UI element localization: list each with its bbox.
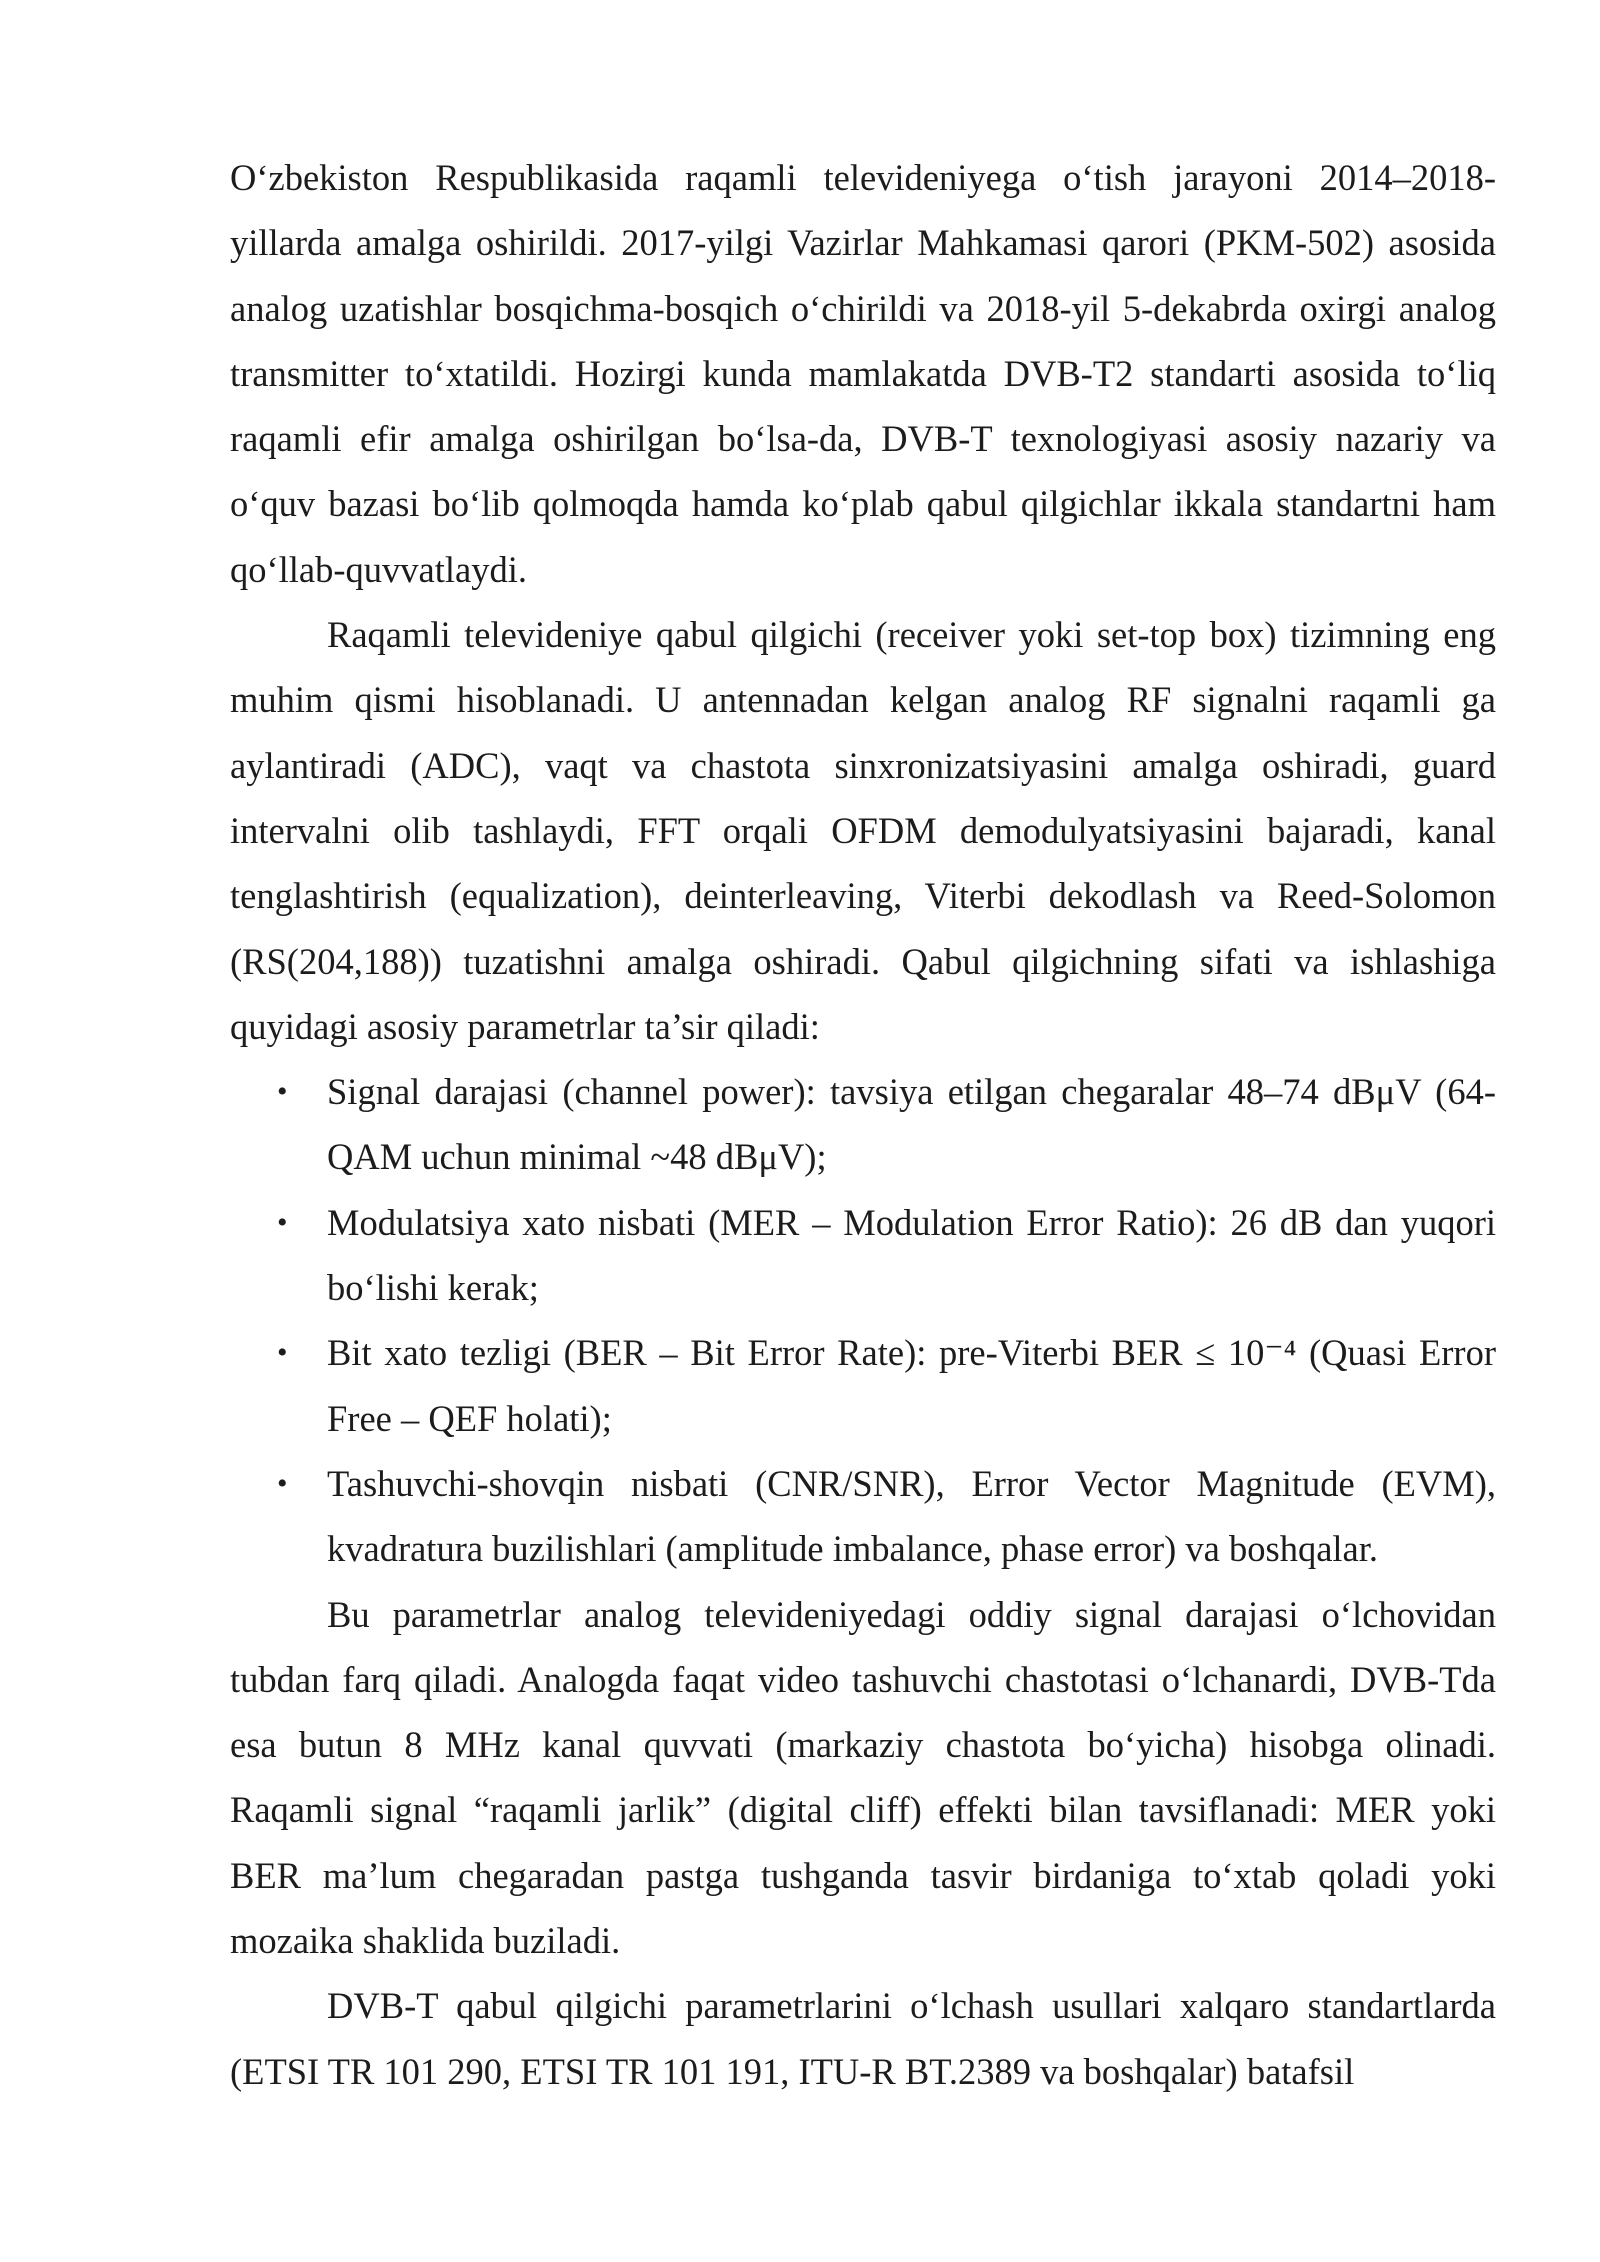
bullet-icon: • — [277, 1075, 288, 1109]
list-item-mer — [230, 1190, 1496, 1321]
bullet-icon: • — [277, 1466, 288, 1500]
list-item-ber — [230, 1320, 1496, 1451]
list-item-signal-level — [230, 1059, 1496, 1190]
paragraph-standards: DVB-T qabul qilgichi parametrlarini o‘lchash usullari xalqaro standartlarda (ETSI TR 101 290, ETSI TR 101 191, ITU-R BT.2389 va boshqalar) batafsil — [230, 1985, 1496, 2092]
list-item-cnr — [230, 1451, 1496, 1582]
paragraph-comparison: Bu parametrlar analog televideniyedagi oddiy signal darajasi o‘lchovidan tubdan farq qiladi. Analogda faqat video tashuvchi chastotasi o‘lchanardi, DVB-Tda esa butun 8 MHz kanal quvvati (markaziy chastota bo‘yicha) hisobga olinadi. Raqamli signal “raqamli jarlik” (digital cliff) effekti bilan tavsiflanadi: MER yoki BER ma’lum chegaradan pastga tushganda tasvir birdaniga to‘xtab qoladi yoki mozaika shaklida buziladi. — [230, 1593, 1496, 1962]
list-item-text: Bit xato tezligi (BER – Bit Error Rate): pre-Viterbi BER ≤ 10⁻⁴ (Quasi Error Free – QEF holati); — [327, 1332, 1496, 1439]
document-page — [230, 145, 1496, 2104]
paragraph-intro: O‘zbekiston Respublikasida raqamli televideniyega o‘tish jarayoni 2014–2018-yillarda amalga oshirildi. 2017-yilgi Vazirlar Mahkamasi qarori (PKM-502) asosida analog uzatishlar bosqichma-bosqich o‘chirildi va 2018-yil 5-dekabrda oxirgi analog transmitter to‘xtatildi. Hozirgi kunda mamlakatda DVB-T2 standarti asosida to‘liq raqamli efir amalga oshirilgan bo‘lsa-da, DVB-T texnologiyasi asosiy nazariy va o‘quv bazasi bo‘lib qolmoqda hamda ko‘plab qabul qilgichlar ikkala standartni ham qo‘llab-quvvatlaydi. — [230, 157, 1496, 590]
parameter-list — [230, 1059, 1496, 1581]
list-item-text: Modulatsiya xato nisbati (MER – Modulation Error Ratio): 26 dB dan yuqori bo‘lishi kerak; — [327, 1201, 1496, 1309]
bullet-icon: • — [277, 1205, 288, 1239]
paragraph-receiver: Raqamli televideniye qabul qilgichi (receiver yoki set-top box) tizimning eng muhim qismi hisoblanadi. U antennadan kelgan analog RF signalni raqamli ga aylantiradi (ADC), vaqt va chastota sinxronizatsiyasini amalga oshiradi, guard intervalni olib tashlaydi, FFT orqali OFDM demodulyatsiyasini bajaradi, kanal tenglashtirish (equalization), deinterleaving, Viterbi dekodlash va Reed-Solomon (RS(204,188)) tuzatishni amalga oshiradi. Qabul qilgichning sifati va ishlashiga quyidagi asosiy parametrlar ta’sir qiladi: — [230, 614, 1496, 1047]
list-item-text: Signal darajasi (channel power): tavsiya etilgan chegaralar 48–74 dBμV (64-QAM uchun minimal ~48 dBμV); — [327, 1071, 1496, 1178]
bullet-icon: • — [277, 1336, 288, 1370]
list-item-text: Tashuvchi-shovqin nisbati (CNR/SNR), Error Vector Magnitude (EVM), kvadratura buzilishlari (amplitude imbalance, phase error) va boshqalar. — [327, 1462, 1496, 1570]
